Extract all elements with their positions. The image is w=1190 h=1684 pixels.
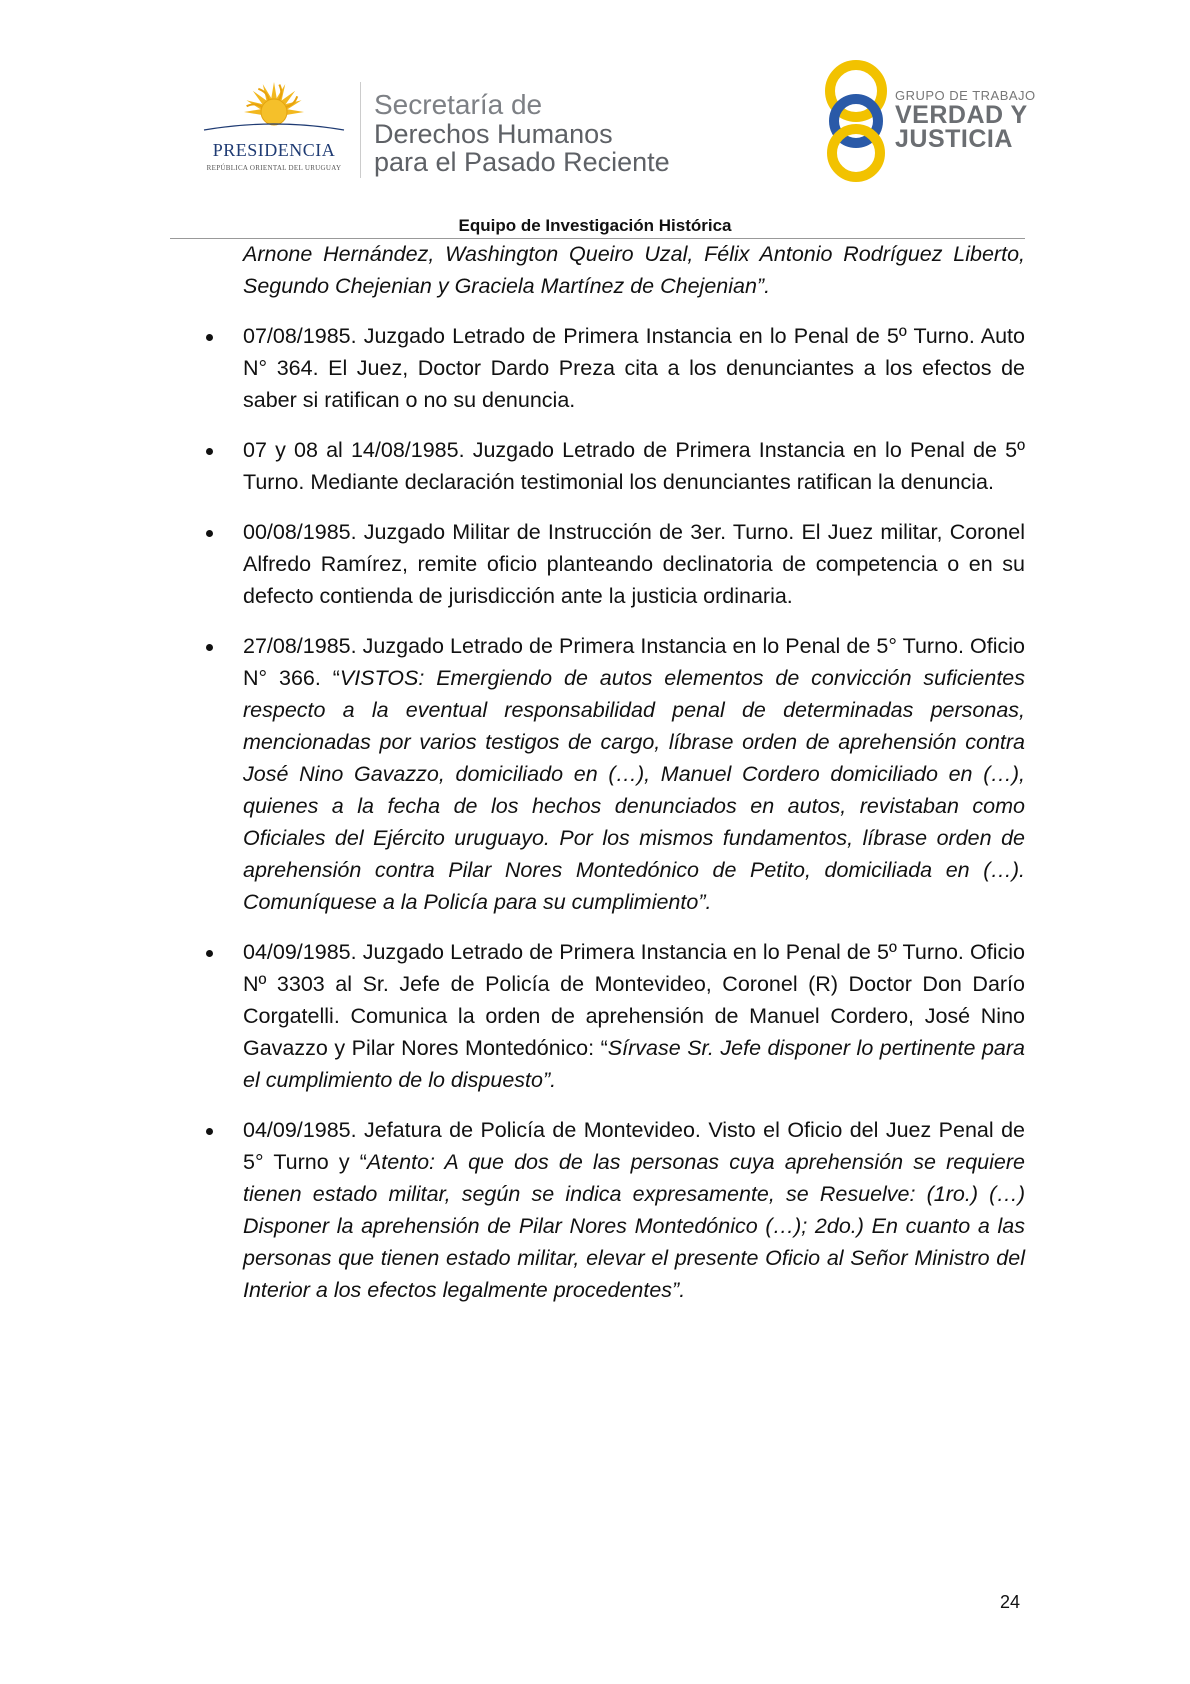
- list-item: [243, 320, 1025, 416]
- document-body: [243, 238, 1025, 1306]
- bullet-icon: [206, 1128, 213, 1135]
- item-quote: VISTOS: Emergiendo de autos elementos de convicción suficientes respecto a la eventual responsabilidad penal de determinadas personas, mencionadas por varios testigos de cargo, líbrase orden de aprehensión contra José Nino Gavazzo, domiciliado en (…), Manuel Cordero domiciliado en (…), quienes a la fecha de los hechos denunciados en autos, revistaban como Oficiales del Ejército uruguayo. Por los mismos fundamentos, líbrase orden de aprehensión contra Pilar Nores Montedónico de Petito, domiciliada en (…). Comuníquese a la Policía para su cumplimiento”.: [243, 666, 1025, 914]
- item-text: 00/08/1985. Juzgado Militar de Instrucción de 3er. Turno. El Juez militar, Coronel Alfredo Ramírez, remite oficio planteando declinatoria de competencia o en su defecto contienda de jurisdicción ante la justicia ordinaria.: [243, 520, 1025, 608]
- secretaria-line-1: Secretaría de: [374, 89, 543, 120]
- list-item: [243, 434, 1025, 498]
- item-text: 04/09/1985. Jefatura de Policía de Montevideo. Visto el Oficio del Juez Penal de 5° Turno y “: [243, 1118, 1025, 1174]
- item-text: 04/09/1985. Juzgado Letrado de Primera Instancia en lo Penal de 5º Turno. Oficio Nº 3303 al Sr. Jefe de Policía de Montevideo, Coronel (R) Doctor Don Darío Corgatelli. Comunica la orden de aprehensión de Manuel Cordero, José Nino Gavazzo y Pilar Nores Montedónico: “: [243, 940, 1025, 1060]
- item-text: 07/08/1985. Juzgado Letrado de Primera Instancia en lo Penal de 5º Turno. Auto N° 364. El Juez, Doctor Dardo Preza cita a los denunciantes a los efectos de saber si ratifican o no su denuncia.: [243, 324, 1025, 412]
- page-header: [0, 0, 1190, 240]
- secretaria-line-2: Derechos Humanos: [374, 119, 613, 149]
- secretaria-line-3: para el Pasado Reciente: [374, 147, 670, 177]
- presidencia-label: PRESIDENCIA: [212, 140, 336, 160]
- list-item: [243, 516, 1025, 612]
- bullet-icon: [206, 644, 213, 651]
- item-text: 27/08/1985. Juzgado Letrado de Primera Instancia en lo Penal de 5° Turno. Oficio N° 366. “: [243, 634, 1025, 690]
- presidencia-subtitle: REPÚBLICA ORIENTAL DEL URUGUAY: [206, 164, 342, 172]
- bullet-icon: [206, 448, 213, 455]
- bullet-icon: [206, 950, 213, 957]
- vj-line-1: VERDAD Y: [895, 101, 1028, 129]
- presidencia-logo: [196, 80, 352, 180]
- vj-grupo-label: GRUPO DE TRABAJO: [895, 88, 1036, 103]
- vj-line-2: JUSTICIA: [895, 125, 1013, 153]
- page-number: 24: [1000, 1592, 1021, 1612]
- intro-paragraph: Arnone Hernández, Washington Queiro Uzal, Félix Antonio Rodríguez Liberto, Segundo Chejenian y Graciela Martínez de Chejenian”.: [243, 242, 1025, 298]
- team-title: Equipo de Investigación Histórica: [458, 216, 732, 235]
- item-quote: Sírvase Sr. Jefe disponer lo pertinente para el cumplimiento de lo dispuesto”.: [243, 1036, 1025, 1092]
- verdad-justicia-text: [895, 88, 1036, 151]
- bullet-icon: [206, 334, 213, 341]
- item-quote: Atento: A que dos de las personas cuya aprehensión se requiere tienen estado militar, según se indica expresamente, se Resuelve: (1ro.) (…) Disponer la aprehensión de Pilar Nores Montedónico (…); 2do.) En cuanto a las personas que tienen estado militar, elevar el presente Oficio al Señor Ministro del Interior a los efectos legalmente procedentes”.: [243, 1150, 1025, 1302]
- list-item: [243, 936, 1025, 1096]
- item-text: 07 y 08 al 14/08/1985. Juzgado Letrado de Primera Instancia en lo Penal de 5º Turno. Mediante declaración testimonial los denunciantes ratifican la denuncia.: [243, 438, 1025, 494]
- list-item: [243, 1114, 1025, 1306]
- bullet-icon: [206, 530, 213, 537]
- secretaria-logo-text: [374, 90, 670, 176]
- list-item: [243, 630, 1025, 918]
- sun-emblem-icon: [196, 80, 352, 140]
- logo-divider: [360, 82, 361, 178]
